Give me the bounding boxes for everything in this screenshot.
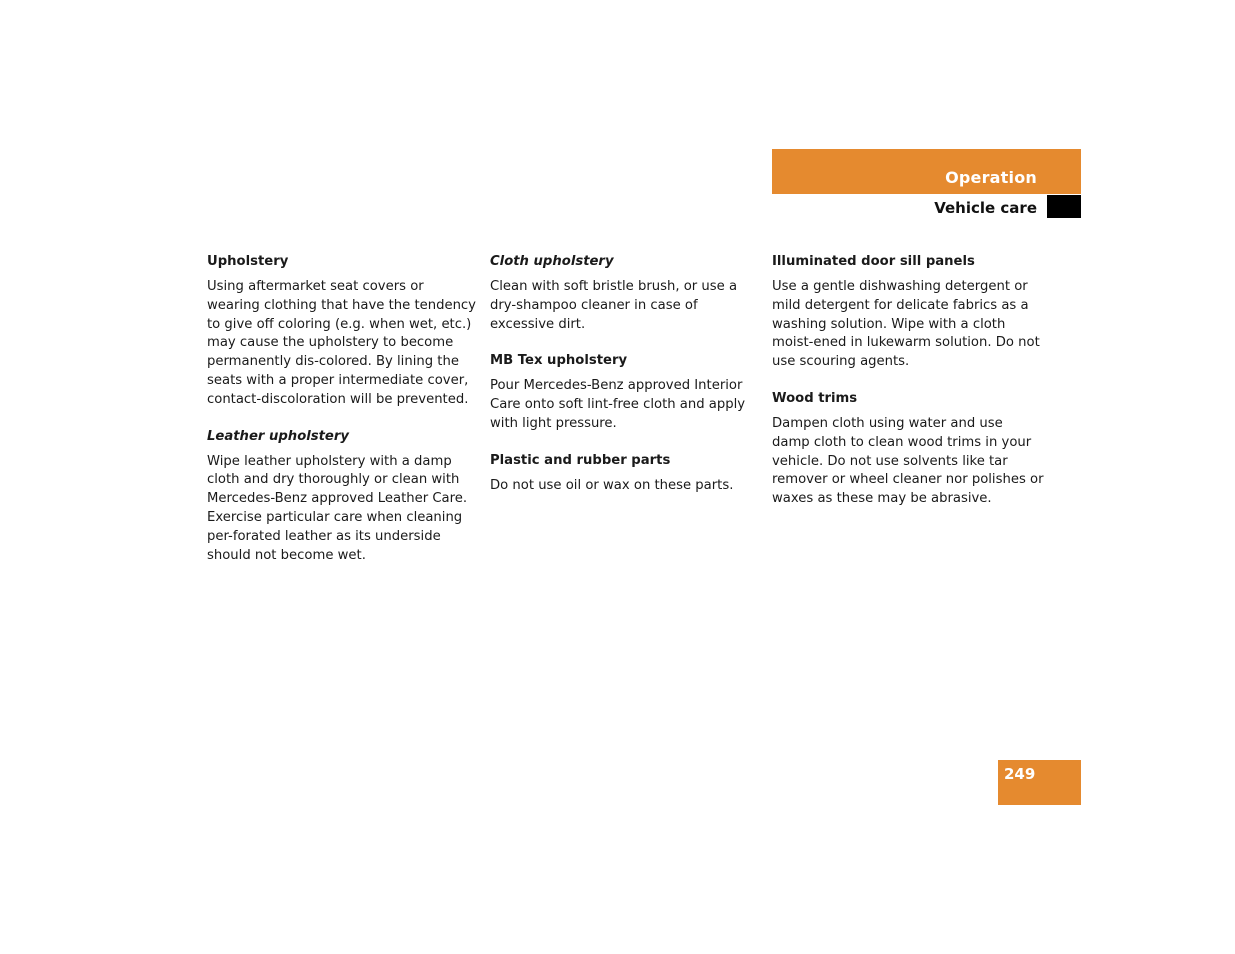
heading-door-sill-panels: Illuminated door sill panels xyxy=(772,254,975,269)
page-number: 249 xyxy=(1004,765,1036,783)
heading-mb-tex-upholstery: MB Tex upholstery xyxy=(490,353,628,369)
heading-wood-trims: Wood trims xyxy=(772,390,858,406)
heading-cloth-upholstery: Cloth upholstery xyxy=(490,254,614,269)
section-marker-tab xyxy=(1047,195,1081,218)
paragraph-door-sill-panels: Use a gentle dishwashing detergent or mild detergent for delicate fabrics as a washing solution. Wipe with a cloth moist-ened in lukewarm solution. Do not use scouring agents. xyxy=(772,279,1040,370)
heading-upholstery: Upholstery xyxy=(207,254,289,269)
paragraph-leather-upholstery: Wipe leather upholstery with a damp cloth and dry thoroughly or clean with Mercedes-Benz approved Leather Care. Exercise particular care when cleaning per-forated leather as its underside should not become wet. xyxy=(207,453,468,563)
text-column-2 xyxy=(490,253,762,514)
section-title: Operation xyxy=(945,168,1037,187)
paragraph-upholstery: Using aftermarket seat covers or wearing clothing that have the tendency to give off coloring (e.g. when wet, etc.) may cause the upholstery to become permanently dis-colored. By lining the seats with a proper intermediate cover, contact-discoloration will be prevented. xyxy=(207,279,476,407)
paragraph-mb-tex-upholstery: Pour Mercedes-Benz approved Interior Care onto soft lint-free cloth and apply with light pressure. xyxy=(490,378,746,431)
heading-leather-upholstery: Leather upholstery xyxy=(207,428,349,444)
section-header-bar xyxy=(772,149,1081,194)
paragraph-wood-trims: Dampen cloth using water and use damp cloth to clean wood trims in your vehicle. Do not use solvents like tar remover or wheel cleaner nor polishes or waxes as these may be abrasive. xyxy=(772,415,1044,507)
heading-plastic-rubber-parts: Plastic and rubber parts xyxy=(490,452,671,468)
text-column-1 xyxy=(207,253,479,583)
paragraph-plastic-rubber-parts: Do not use oil or wax on these parts. xyxy=(490,477,734,493)
text-column-3 xyxy=(772,253,1044,527)
subsection-title: Vehicle care xyxy=(934,199,1037,217)
page-number-box xyxy=(998,760,1081,805)
paragraph-cloth-upholstery: Clean with soft bristle brush, or use a dry-shampoo cleaner in case of excessive dirt. xyxy=(490,279,738,332)
